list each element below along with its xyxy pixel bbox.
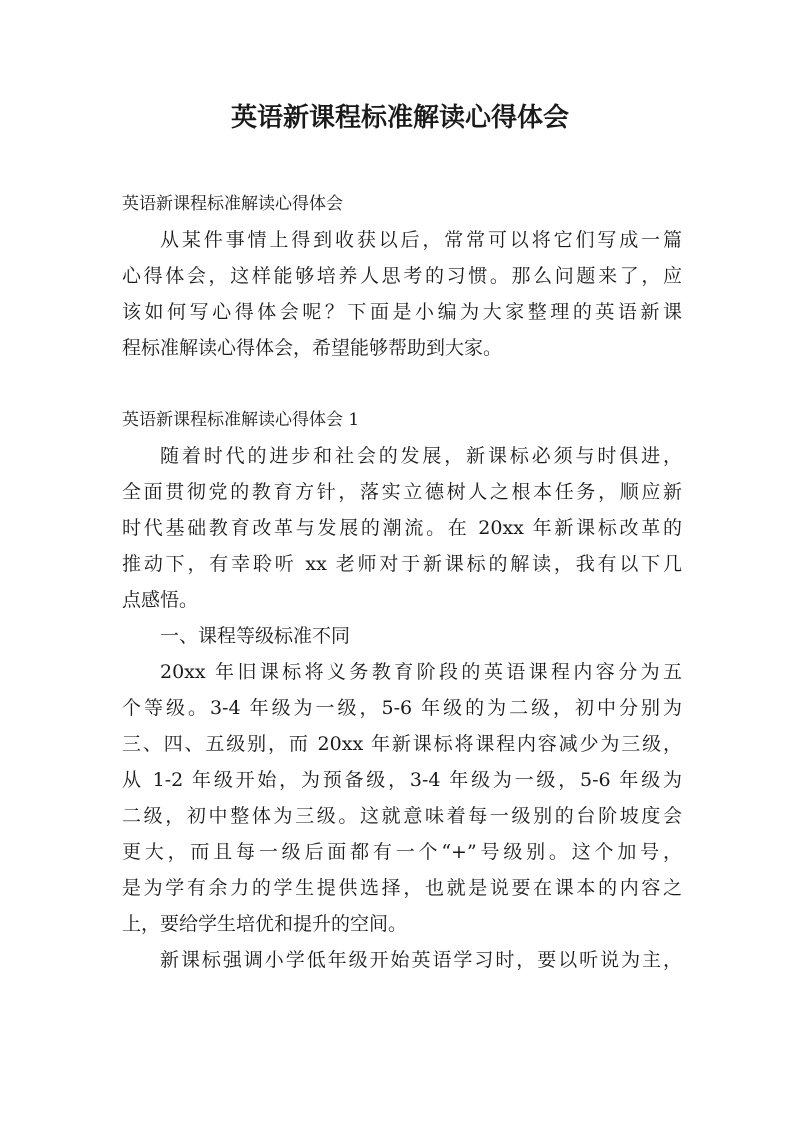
paragraph-line: 随着时代的进步和社会的发展，新课标必须与时俱进， xyxy=(160,445,682,467)
paragraph-line: 时代基础教育改革与发展的潮流。在 20xx 年新课标改革的 xyxy=(122,517,682,539)
intro-line: 程标准解读心得体会，希望能够帮助到大家。 xyxy=(122,337,503,359)
paragraph-gap xyxy=(122,366,682,402)
intro-line: 该如何写心得体会呢？下面是小编为大家整理的英语新课 xyxy=(122,301,682,323)
paragraph-line: 是为学有余力的学生提供选择，也就是说要在课本的内容之 xyxy=(122,877,682,899)
paragraph-line: 点感悟。 xyxy=(122,589,199,611)
document-body xyxy=(122,186,682,978)
document-title: 英语新课程标准解读心得体会 xyxy=(230,103,569,133)
paragraph-line: 20xx 年旧课标将义务教育阶段的英语课程内容分为五 xyxy=(160,661,682,683)
intro-line: 从某件事情上得到收获以后，常常可以将它们写成一篇 xyxy=(160,229,682,251)
paragraph-line: 更大，而且每一级后面都有一个“+”号级别。这个加号， xyxy=(122,841,682,863)
section-heading: 英语新课程标准解读心得体会 1 xyxy=(122,410,360,430)
paragraph-line: 推动下，有幸聆听 xx 老师对于新课标的解读，我有以下几 xyxy=(122,553,682,575)
paragraph-line: 上，要给学生培优和提升的空间。 xyxy=(122,913,408,935)
paragraph-line: 三、四、五级别，而 20xx 年新课标将课程内容减少为三级， xyxy=(122,733,682,755)
paragraph-line: 从 1-2 年级开始，为预备级，3-4 年级为一级，5-6 年级为 xyxy=(122,769,682,791)
subheading: 一、课程等级标准不同 xyxy=(160,625,351,647)
paragraph-line: 新课标强调小学低年级开始英语学习时，要以听说为主， xyxy=(160,949,682,971)
paragraph-line: 全面贯彻党的教育方针，落实立德树人之根本任务，顺应新 xyxy=(122,481,682,503)
intro-line: 心得体会，这样能够培养人思考的习惯。那么问题来了，应 xyxy=(122,265,682,287)
paragraph-line: 二级，初中整体为三级。这就意味着每一级别的台阶坡度会 xyxy=(122,805,682,827)
intro-heading: 英语新课程标准解读心得体会 xyxy=(122,194,343,214)
paragraph-line: 个等级。3-4 年级为一级，5-6 年级的为二级，初中分别为 xyxy=(122,697,682,719)
